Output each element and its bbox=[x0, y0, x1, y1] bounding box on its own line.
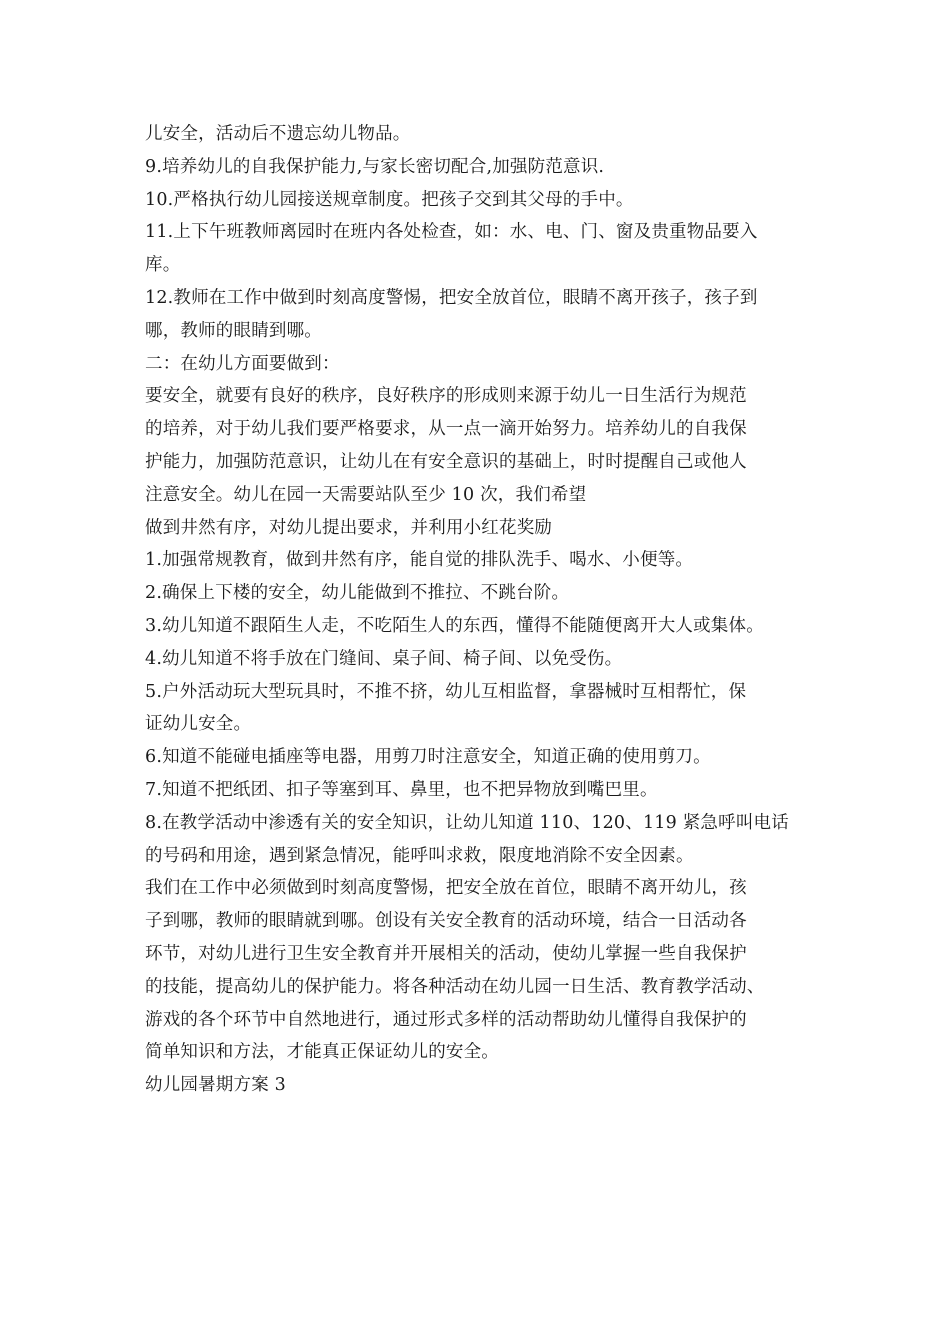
text-line: 要安全，就要有良好的秩序，良好秩序的形成则来源于幼儿一日生活行为规范 bbox=[145, 386, 747, 407]
list-item: 8.在教学活动中渗透有关的安全知识，让幼儿知道 110、120、119 紧急呼叫电话 bbox=[145, 812, 789, 833]
document-body bbox=[145, 118, 825, 1102]
text-line: 的培养，对于幼儿我们要严格要求，从一点一滴开始努力。培养幼儿的自我保 bbox=[145, 419, 747, 440]
text-line: 证幼儿安全。 bbox=[145, 714, 252, 735]
text-line: 库。 bbox=[145, 255, 181, 276]
text-line: 的号码和用途，遇到紧急情况，能呼叫求救，限度地消除不安全因素。 bbox=[145, 845, 694, 866]
text-line: 简单知识和方法，才能真正保证幼儿的安全。 bbox=[145, 1042, 499, 1063]
section-heading: 二：在幼儿方面要做到： bbox=[145, 353, 340, 374]
list-item: 7.知道不把纸团、扣子等塞到耳、鼻里，也不把异物放到嘴巴里。 bbox=[145, 779, 658, 800]
text-line: 注意安全。幼儿在园一天需要站队至少 10 次，我们希望 bbox=[145, 484, 587, 505]
list-item: 5.户外活动玩大型玩具时，不推不挤，幼儿互相监督，拿器械时互相帮忙，保 bbox=[145, 681, 747, 702]
list-item: 4.幼儿知道不将手放在门缝间、桌子间、椅子间、以免受伤。 bbox=[145, 648, 623, 669]
list-item: 6.知道不能碰电插座等电器，用剪刀时注意安全，知道正确的使用剪刀。 bbox=[145, 747, 711, 768]
text-line: 9.培养幼儿的自我保护能力,与家长密切配合,加强防范意识. bbox=[145, 156, 605, 177]
text-line: 10.严格执行幼儿园接送规章制度。把孩子交到其父母的手中。 bbox=[145, 189, 634, 210]
text-line: 做到井然有序，对幼儿提出要求，并利用小红花奖励 bbox=[145, 517, 553, 538]
list-item: 3.幼儿知道不跟陌生人走，不吃陌生人的东西，懂得不能随便离开大人或集体。 bbox=[145, 615, 764, 636]
list-item: 1.加强常规教育，做到井然有序，能自觉的排队洗手、喝水、小便等。 bbox=[145, 550, 694, 571]
section-title: 幼儿园暑期方案 3 bbox=[145, 1075, 286, 1096]
text-line: 的技能，提高幼儿的保护能力。将各种活动在幼儿园一日生活、教育教学活动、 bbox=[145, 976, 765, 997]
text-line: 12.教师在工作中做到时刻高度警惕，把安全放首位，眼睛不离开孩子，孩子到 bbox=[145, 287, 758, 308]
text-line: 游戏的各个环节中自然地进行，通过形式多样的活动帮助幼儿懂得自我保护的 bbox=[145, 1009, 747, 1030]
list-item: 2.确保上下楼的安全，幼儿能做到不推拉、不跳台阶。 bbox=[145, 583, 570, 604]
text-line: 护能力，加强防范意识，让幼儿在有安全意识的基础上，时时提醒自己或他人 bbox=[145, 451, 747, 472]
text-line: 环节，对幼儿进行卫生安全教育并开展相关的活动，使幼儿掌握一些自我保护 bbox=[145, 943, 747, 964]
text-line: 11.上下午班教师离园时在班内各处检查，如：水、电、门、窗及贵重物品要入 bbox=[145, 222, 758, 243]
text-line: 儿安全，活动后不遗忘幼儿物品。 bbox=[145, 124, 411, 144]
text-line: 哪，教师的眼睛到哪。 bbox=[145, 320, 322, 341]
text-line: 我们在工作中必须做到时刻高度警惕，把安全放在首位，眼睛不离开幼儿，孩 bbox=[145, 878, 747, 899]
text-line: 子到哪，教师的眼睛就到哪。创设有关安全教育的活动环境，结合一日活动各 bbox=[145, 911, 747, 932]
